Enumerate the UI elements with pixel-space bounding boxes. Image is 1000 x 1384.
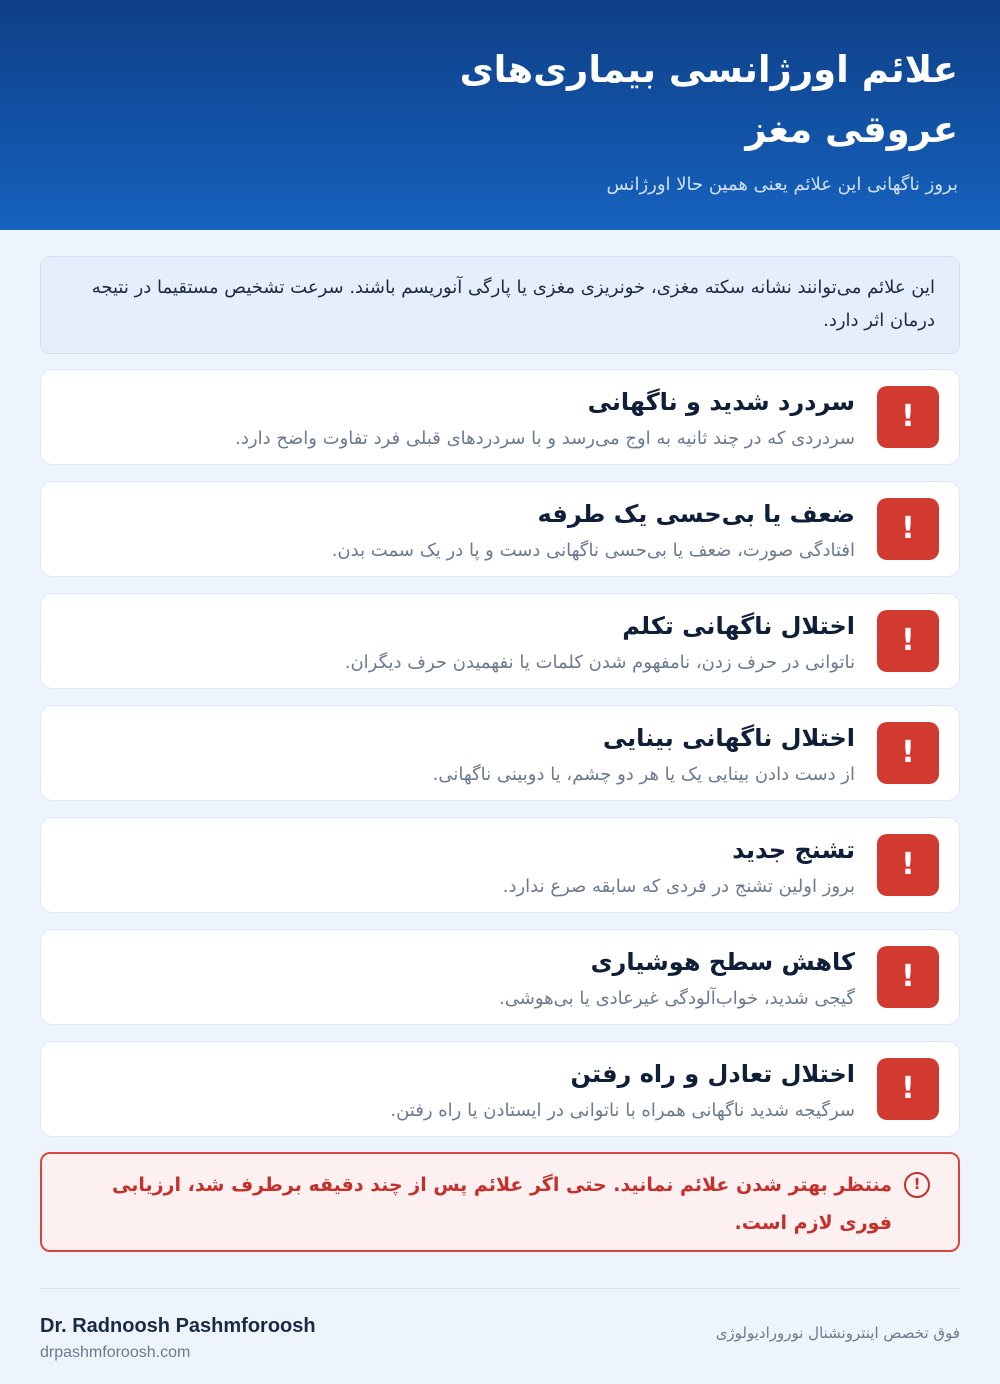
symptom-description: سردردی که در چند ثانیه به اوج می‌رسد و با سردردهای قبلی فرد تفاوت واضح دارد. xyxy=(235,428,855,449)
exclamation-icon: ! xyxy=(877,946,939,1008)
symptom-description: ناتوانی در حرف زدن، نامفهوم شدن کلمات یا نفهمیدن حرف دیگران. xyxy=(344,652,855,673)
symptom-description: بروز اولین تشنج در فردی که سابقه صرع ندارد. xyxy=(502,876,855,897)
intro-box xyxy=(40,256,960,354)
symptom-description: گیجی شدید، خواب‌آلودگی غیرعادی یا بی‌هوشی. xyxy=(499,988,855,1009)
warning-box xyxy=(40,1152,960,1252)
symptom-title: کاهش سطح هوشیاری xyxy=(590,948,855,976)
symptom-card xyxy=(40,481,960,577)
symptom-card xyxy=(40,369,960,465)
footer-doctor-name: Dr. Radnoosh Pashmforoosh xyxy=(40,1315,316,1337)
symptom-title: ضعف یا بی‌حسی یک طرفه xyxy=(537,500,855,528)
symptom-title: تشنج جدید xyxy=(732,836,855,864)
warning-text: منتظر بهتر شدن علائم نمانید. حتی اگر علائم پس از چند دقیقه برطرف شد، ارزیابی فوری لازم است. xyxy=(111,1174,892,1234)
page-header xyxy=(0,0,1000,230)
page-subtitle: بروز ناگهانی این علائم یعنی همین حالا اورژانس xyxy=(606,174,958,195)
symptom-card xyxy=(40,705,960,801)
page-title: علائم اورژانسی بیماری‌های عروقی مغز xyxy=(459,48,958,151)
alert-circle-icon: ! xyxy=(904,1172,930,1198)
footer-divider xyxy=(40,1288,960,1289)
symptom-title: اختلال ناگهانی بینایی xyxy=(602,724,855,752)
exclamation-icon: ! xyxy=(877,386,939,448)
symptom-description: افتادگی صورت، ضعف یا بی‌حسی ناگهانی دست و پا در یک سمت بدن. xyxy=(331,540,855,561)
exclamation-icon: ! xyxy=(877,498,939,560)
symptom-description: سرگیجه شدید ناگهانی همراه با ناتوانی در ایستادن یا راه رفتن. xyxy=(390,1100,855,1121)
exclamation-icon: ! xyxy=(877,722,939,784)
exclamation-icon: ! xyxy=(877,1058,939,1120)
exclamation-icon: ! xyxy=(877,610,939,672)
symptom-description: از دست دادن بینایی یک یا هر دو چشم، یا دوبینی ناگهانی. xyxy=(432,764,855,785)
footer-website: drpashmforoosh.com xyxy=(40,1344,191,1361)
symptom-card xyxy=(40,593,960,689)
symptom-card xyxy=(40,929,960,1025)
footer-specialty: فوق تخصص اینترونشنال نورورادیولوژی xyxy=(715,1324,960,1342)
symptom-title: اختلال ناگهانی تکلم xyxy=(622,612,855,640)
symptom-title: اختلال تعادل و راه رفتن xyxy=(570,1060,855,1088)
intro-text: این علائم می‌توانند نشانه سکته مغزی، خونریزی مغزی یا پارگی آنوریسم باشند. سرعت تشخیص مستقیما در نتیجه درمان اثر دارد. xyxy=(91,277,935,331)
symptom-card xyxy=(40,1041,960,1137)
exclamation-icon: ! xyxy=(877,834,939,896)
symptom-card xyxy=(40,817,960,913)
symptom-title: سردرد شدید و ناگهانی xyxy=(587,388,855,416)
